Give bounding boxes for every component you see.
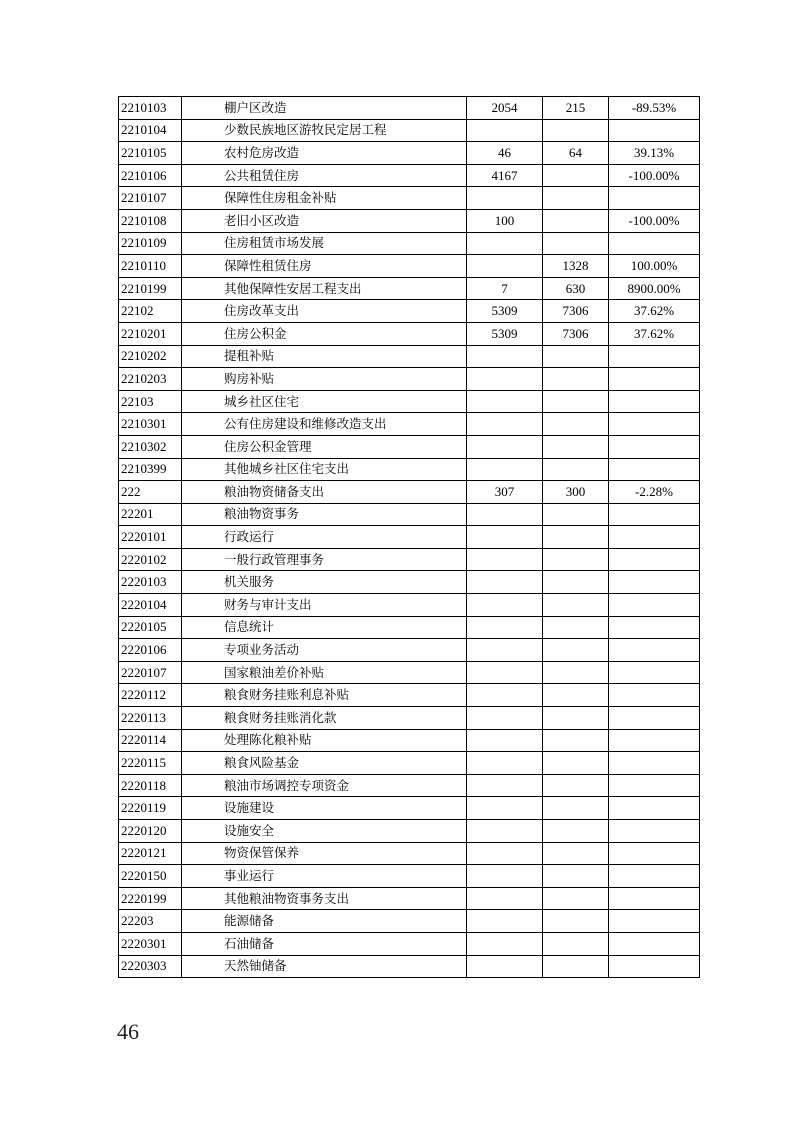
table-row	[119, 616, 700, 639]
table-row	[119, 526, 700, 549]
prior-year-amount-cell	[467, 390, 543, 413]
prior-year-amount-cell	[467, 729, 543, 752]
change-rate-cell	[609, 774, 700, 797]
subject-name-cell: 行政运行	[182, 526, 467, 549]
subject-code-cell: 2210106	[119, 164, 182, 187]
subject-code-cell: 2210104	[119, 119, 182, 142]
prior-year-amount-cell	[467, 548, 543, 571]
table-row	[119, 571, 700, 594]
prior-year-amount-cell	[467, 413, 543, 436]
table-row	[119, 368, 700, 391]
subject-code-cell: 22102	[119, 300, 182, 323]
table-row	[119, 209, 700, 232]
subject-code-cell: 2220199	[119, 887, 182, 910]
prior-year-amount-cell	[467, 232, 543, 255]
change-rate-cell: -100.00%	[609, 209, 700, 232]
change-rate-cell: -100.00%	[609, 164, 700, 187]
current-year-amount-cell	[543, 548, 609, 571]
current-year-amount-cell: 7306	[543, 322, 609, 345]
current-year-amount-cell	[543, 752, 609, 775]
subject-name-cell: 老旧小区改造	[182, 209, 467, 232]
prior-year-amount-cell	[467, 797, 543, 820]
change-rate-cell: 100.00%	[609, 255, 700, 278]
subject-name-cell: 物资保管保养	[182, 842, 467, 865]
current-year-amount-cell	[543, 887, 609, 910]
change-rate-cell	[609, 616, 700, 639]
subject-code-cell: 2220150	[119, 865, 182, 888]
change-rate-cell	[609, 729, 700, 752]
table-row	[119, 322, 700, 345]
subject-name-cell: 设施建设	[182, 797, 467, 820]
page-number: 46	[117, 1019, 139, 1044]
table-row	[119, 187, 700, 210]
change-rate-cell	[609, 187, 700, 210]
subject-name-cell: 粮食财务挂账消化款	[182, 707, 467, 730]
current-year-amount-cell	[543, 164, 609, 187]
table-row	[119, 232, 700, 255]
table-row	[119, 707, 700, 730]
change-rate-cell	[609, 684, 700, 707]
current-year-amount-cell	[543, 413, 609, 436]
subject-name-cell: 粮油物资事务	[182, 503, 467, 526]
change-rate-cell: 37.62%	[609, 300, 700, 323]
subject-name-cell: 事业运行	[182, 865, 467, 888]
subject-name-cell: 处理陈化粮补贴	[182, 729, 467, 752]
table-row	[119, 910, 700, 933]
table-row	[119, 820, 700, 843]
subject-code-cell: 2220301	[119, 932, 182, 955]
change-rate-cell	[609, 571, 700, 594]
change-rate-cell	[609, 119, 700, 142]
prior-year-amount-cell	[467, 887, 543, 910]
table-row	[119, 932, 700, 955]
table-row	[119, 142, 700, 165]
subject-name-cell: 专项业务活动	[182, 639, 467, 662]
prior-year-amount-cell: 2054	[467, 97, 543, 120]
subject-name-cell: 天然铀储备	[182, 955, 467, 978]
subject-name-cell: 其他城乡社区住宅支出	[182, 458, 467, 481]
prior-year-amount-cell: 5309	[467, 300, 543, 323]
current-year-amount-cell	[543, 661, 609, 684]
table-row	[119, 164, 700, 187]
subject-code-cell: 2210110	[119, 255, 182, 278]
prior-year-amount-cell	[467, 932, 543, 955]
subject-code-cell: 2220115	[119, 752, 182, 775]
prior-year-amount-cell: 4167	[467, 164, 543, 187]
change-rate-cell	[609, 345, 700, 368]
table-row	[119, 548, 700, 571]
prior-year-amount-cell	[467, 255, 543, 278]
table-row	[119, 413, 700, 436]
subject-name-cell: 棚户区改造	[182, 97, 467, 120]
subject-name-cell: 其他保障性安居工程支出	[182, 277, 467, 300]
subject-name-cell: 粮食风险基金	[182, 752, 467, 775]
change-rate-cell	[609, 413, 700, 436]
change-rate-cell	[609, 232, 700, 255]
prior-year-amount-cell: 5309	[467, 322, 543, 345]
current-year-amount-cell	[543, 639, 609, 662]
subject-name-cell: 提租补贴	[182, 345, 467, 368]
subject-name-cell: 一般行政管理事务	[182, 548, 467, 571]
current-year-amount-cell	[543, 865, 609, 888]
current-year-amount-cell	[543, 932, 609, 955]
prior-year-amount-cell	[467, 639, 543, 662]
change-rate-cell	[609, 797, 700, 820]
change-rate-cell	[609, 368, 700, 391]
change-rate-cell	[609, 955, 700, 978]
prior-year-amount-cell	[467, 684, 543, 707]
subject-code-cell: 2220114	[119, 729, 182, 752]
change-rate-cell	[609, 887, 700, 910]
subject-name-cell: 其他粮油物资事务支出	[182, 887, 467, 910]
subject-code-cell: 2210399	[119, 458, 182, 481]
current-year-amount-cell	[543, 707, 609, 730]
subject-code-cell: 2210107	[119, 187, 182, 210]
prior-year-amount-cell	[467, 458, 543, 481]
prior-year-amount-cell: 7	[467, 277, 543, 300]
current-year-amount-cell	[543, 842, 609, 865]
table-row	[119, 887, 700, 910]
change-rate-cell	[609, 458, 700, 481]
subject-code-cell: 222	[119, 481, 182, 504]
subject-name-cell: 粮食财务挂账利息补贴	[182, 684, 467, 707]
table-row	[119, 774, 700, 797]
prior-year-amount-cell	[467, 187, 543, 210]
prior-year-amount-cell	[467, 707, 543, 730]
current-year-amount-cell	[543, 232, 609, 255]
table-body	[119, 97, 700, 978]
subject-code-cell: 2220113	[119, 707, 182, 730]
current-year-amount-cell	[543, 209, 609, 232]
subject-code-cell: 2220105	[119, 616, 182, 639]
subject-code-cell: 2220101	[119, 526, 182, 549]
prior-year-amount-cell	[467, 526, 543, 549]
table-row	[119, 797, 700, 820]
table-row	[119, 842, 700, 865]
table-row	[119, 255, 700, 278]
change-rate-cell: 39.13%	[609, 142, 700, 165]
prior-year-amount-cell	[467, 842, 543, 865]
table-row	[119, 97, 700, 120]
change-rate-cell	[609, 526, 700, 549]
table-row	[119, 345, 700, 368]
subject-name-cell: 国家粮油差价补贴	[182, 661, 467, 684]
subject-code-cell: 2210199	[119, 277, 182, 300]
current-year-amount-cell	[543, 571, 609, 594]
current-year-amount-cell	[543, 684, 609, 707]
current-year-amount-cell	[543, 119, 609, 142]
current-year-amount-cell	[543, 187, 609, 210]
table-row	[119, 390, 700, 413]
prior-year-amount-cell	[467, 661, 543, 684]
subject-name-cell: 保障性住房租金补贴	[182, 187, 467, 210]
current-year-amount-cell: 7306	[543, 300, 609, 323]
change-rate-cell	[609, 390, 700, 413]
change-rate-cell	[609, 707, 700, 730]
subject-code-cell: 2210105	[119, 142, 182, 165]
table-row	[119, 729, 700, 752]
subject-code-cell: 22203	[119, 910, 182, 933]
subject-code-cell: 2220121	[119, 842, 182, 865]
table-row	[119, 955, 700, 978]
subject-code-cell: 22103	[119, 390, 182, 413]
prior-year-amount-cell	[467, 368, 543, 391]
change-rate-cell	[609, 932, 700, 955]
current-year-amount-cell	[543, 774, 609, 797]
subject-code-cell: 2220119	[119, 797, 182, 820]
current-year-amount-cell	[543, 820, 609, 843]
current-year-amount-cell	[543, 526, 609, 549]
prior-year-amount-cell: 100	[467, 209, 543, 232]
current-year-amount-cell	[543, 503, 609, 526]
subject-name-cell: 粮油物资储备支出	[182, 481, 467, 504]
subject-code-cell: 2210301	[119, 413, 182, 436]
subject-name-cell: 能源储备	[182, 910, 467, 933]
subject-code-cell: 2220107	[119, 661, 182, 684]
subject-name-cell: 机关服务	[182, 571, 467, 594]
current-year-amount-cell	[543, 345, 609, 368]
change-rate-cell	[609, 865, 700, 888]
subject-name-cell: 购房补贴	[182, 368, 467, 391]
subject-code-cell: 2210109	[119, 232, 182, 255]
prior-year-amount-cell	[467, 119, 543, 142]
current-year-amount-cell: 630	[543, 277, 609, 300]
change-rate-cell: 8900.00%	[609, 277, 700, 300]
subject-name-cell: 公有住房建设和维修改造支出	[182, 413, 467, 436]
subject-name-cell: 石油储备	[182, 932, 467, 955]
subject-code-cell: 22201	[119, 503, 182, 526]
prior-year-amount-cell	[467, 955, 543, 978]
subject-code-cell: 2210201	[119, 322, 182, 345]
table-row	[119, 503, 700, 526]
change-rate-cell	[609, 435, 700, 458]
current-year-amount-cell	[543, 729, 609, 752]
subject-code-cell: 2210103	[119, 97, 182, 120]
current-year-amount-cell	[543, 910, 609, 933]
subject-name-cell: 保障性租赁住房	[182, 255, 467, 278]
change-rate-cell	[609, 842, 700, 865]
table-row	[119, 435, 700, 458]
subject-code-cell: 2220102	[119, 548, 182, 571]
prior-year-amount-cell	[467, 571, 543, 594]
subject-name-cell: 住房改革支出	[182, 300, 467, 323]
prior-year-amount-cell	[467, 820, 543, 843]
budget-expenditure-table	[118, 96, 700, 978]
current-year-amount-cell	[543, 594, 609, 617]
table-row	[119, 481, 700, 504]
prior-year-amount-cell	[467, 752, 543, 775]
prior-year-amount-cell	[467, 616, 543, 639]
subject-code-cell: 2220106	[119, 639, 182, 662]
subject-code-cell: 2210202	[119, 345, 182, 368]
subject-name-cell: 设施安全	[182, 820, 467, 843]
change-rate-cell	[609, 503, 700, 526]
subject-name-cell: 财务与审计支出	[182, 594, 467, 617]
current-year-amount-cell	[543, 955, 609, 978]
table-row	[119, 684, 700, 707]
prior-year-amount-cell	[467, 594, 543, 617]
table-row	[119, 458, 700, 481]
change-rate-cell	[609, 820, 700, 843]
subject-code-cell: 2210108	[119, 209, 182, 232]
table-row	[119, 300, 700, 323]
subject-name-cell: 住房公积金	[182, 322, 467, 345]
prior-year-amount-cell: 307	[467, 481, 543, 504]
current-year-amount-cell: 1328	[543, 255, 609, 278]
subject-code-cell: 2210302	[119, 435, 182, 458]
subject-code-cell: 2220112	[119, 684, 182, 707]
prior-year-amount-cell: 46	[467, 142, 543, 165]
table-row	[119, 639, 700, 662]
table-row	[119, 594, 700, 617]
prior-year-amount-cell	[467, 345, 543, 368]
subject-name-cell: 粮油市场调控专项资金	[182, 774, 467, 797]
current-year-amount-cell	[543, 458, 609, 481]
subject-name-cell: 农村危房改造	[182, 142, 467, 165]
subject-name-cell: 城乡社区住宅	[182, 390, 467, 413]
prior-year-amount-cell	[467, 910, 543, 933]
current-year-amount-cell: 215	[543, 97, 609, 120]
current-year-amount-cell	[543, 390, 609, 413]
subject-code-cell: 2220104	[119, 594, 182, 617]
subject-code-cell: 2220118	[119, 774, 182, 797]
subject-name-cell: 信息统计	[182, 616, 467, 639]
change-rate-cell: -89.53%	[609, 97, 700, 120]
subject-code-cell: 2210203	[119, 368, 182, 391]
subject-name-cell: 住房公积金管理	[182, 435, 467, 458]
change-rate-cell	[609, 548, 700, 571]
prior-year-amount-cell	[467, 865, 543, 888]
table-row	[119, 865, 700, 888]
current-year-amount-cell	[543, 616, 609, 639]
subject-name-cell: 住房租赁市场发展	[182, 232, 467, 255]
table-row	[119, 119, 700, 142]
subject-code-cell: 2220103	[119, 571, 182, 594]
change-rate-cell	[609, 661, 700, 684]
table-row	[119, 277, 700, 300]
change-rate-cell	[609, 910, 700, 933]
current-year-amount-cell	[543, 435, 609, 458]
change-rate-cell	[609, 594, 700, 617]
prior-year-amount-cell	[467, 435, 543, 458]
change-rate-cell	[609, 639, 700, 662]
prior-year-amount-cell	[467, 774, 543, 797]
subject-name-cell: 公共租赁住房	[182, 164, 467, 187]
subject-code-cell: 2220120	[119, 820, 182, 843]
change-rate-cell: -2.28%	[609, 481, 700, 504]
table-row	[119, 661, 700, 684]
current-year-amount-cell	[543, 368, 609, 391]
subject-code-cell: 2220303	[119, 955, 182, 978]
change-rate-cell: 37.62%	[609, 322, 700, 345]
current-year-amount-cell: 300	[543, 481, 609, 504]
current-year-amount-cell: 64	[543, 142, 609, 165]
table-row	[119, 752, 700, 775]
current-year-amount-cell	[543, 797, 609, 820]
prior-year-amount-cell	[467, 503, 543, 526]
subject-name-cell: 少数民族地区游牧民定居工程	[182, 119, 467, 142]
change-rate-cell	[609, 752, 700, 775]
